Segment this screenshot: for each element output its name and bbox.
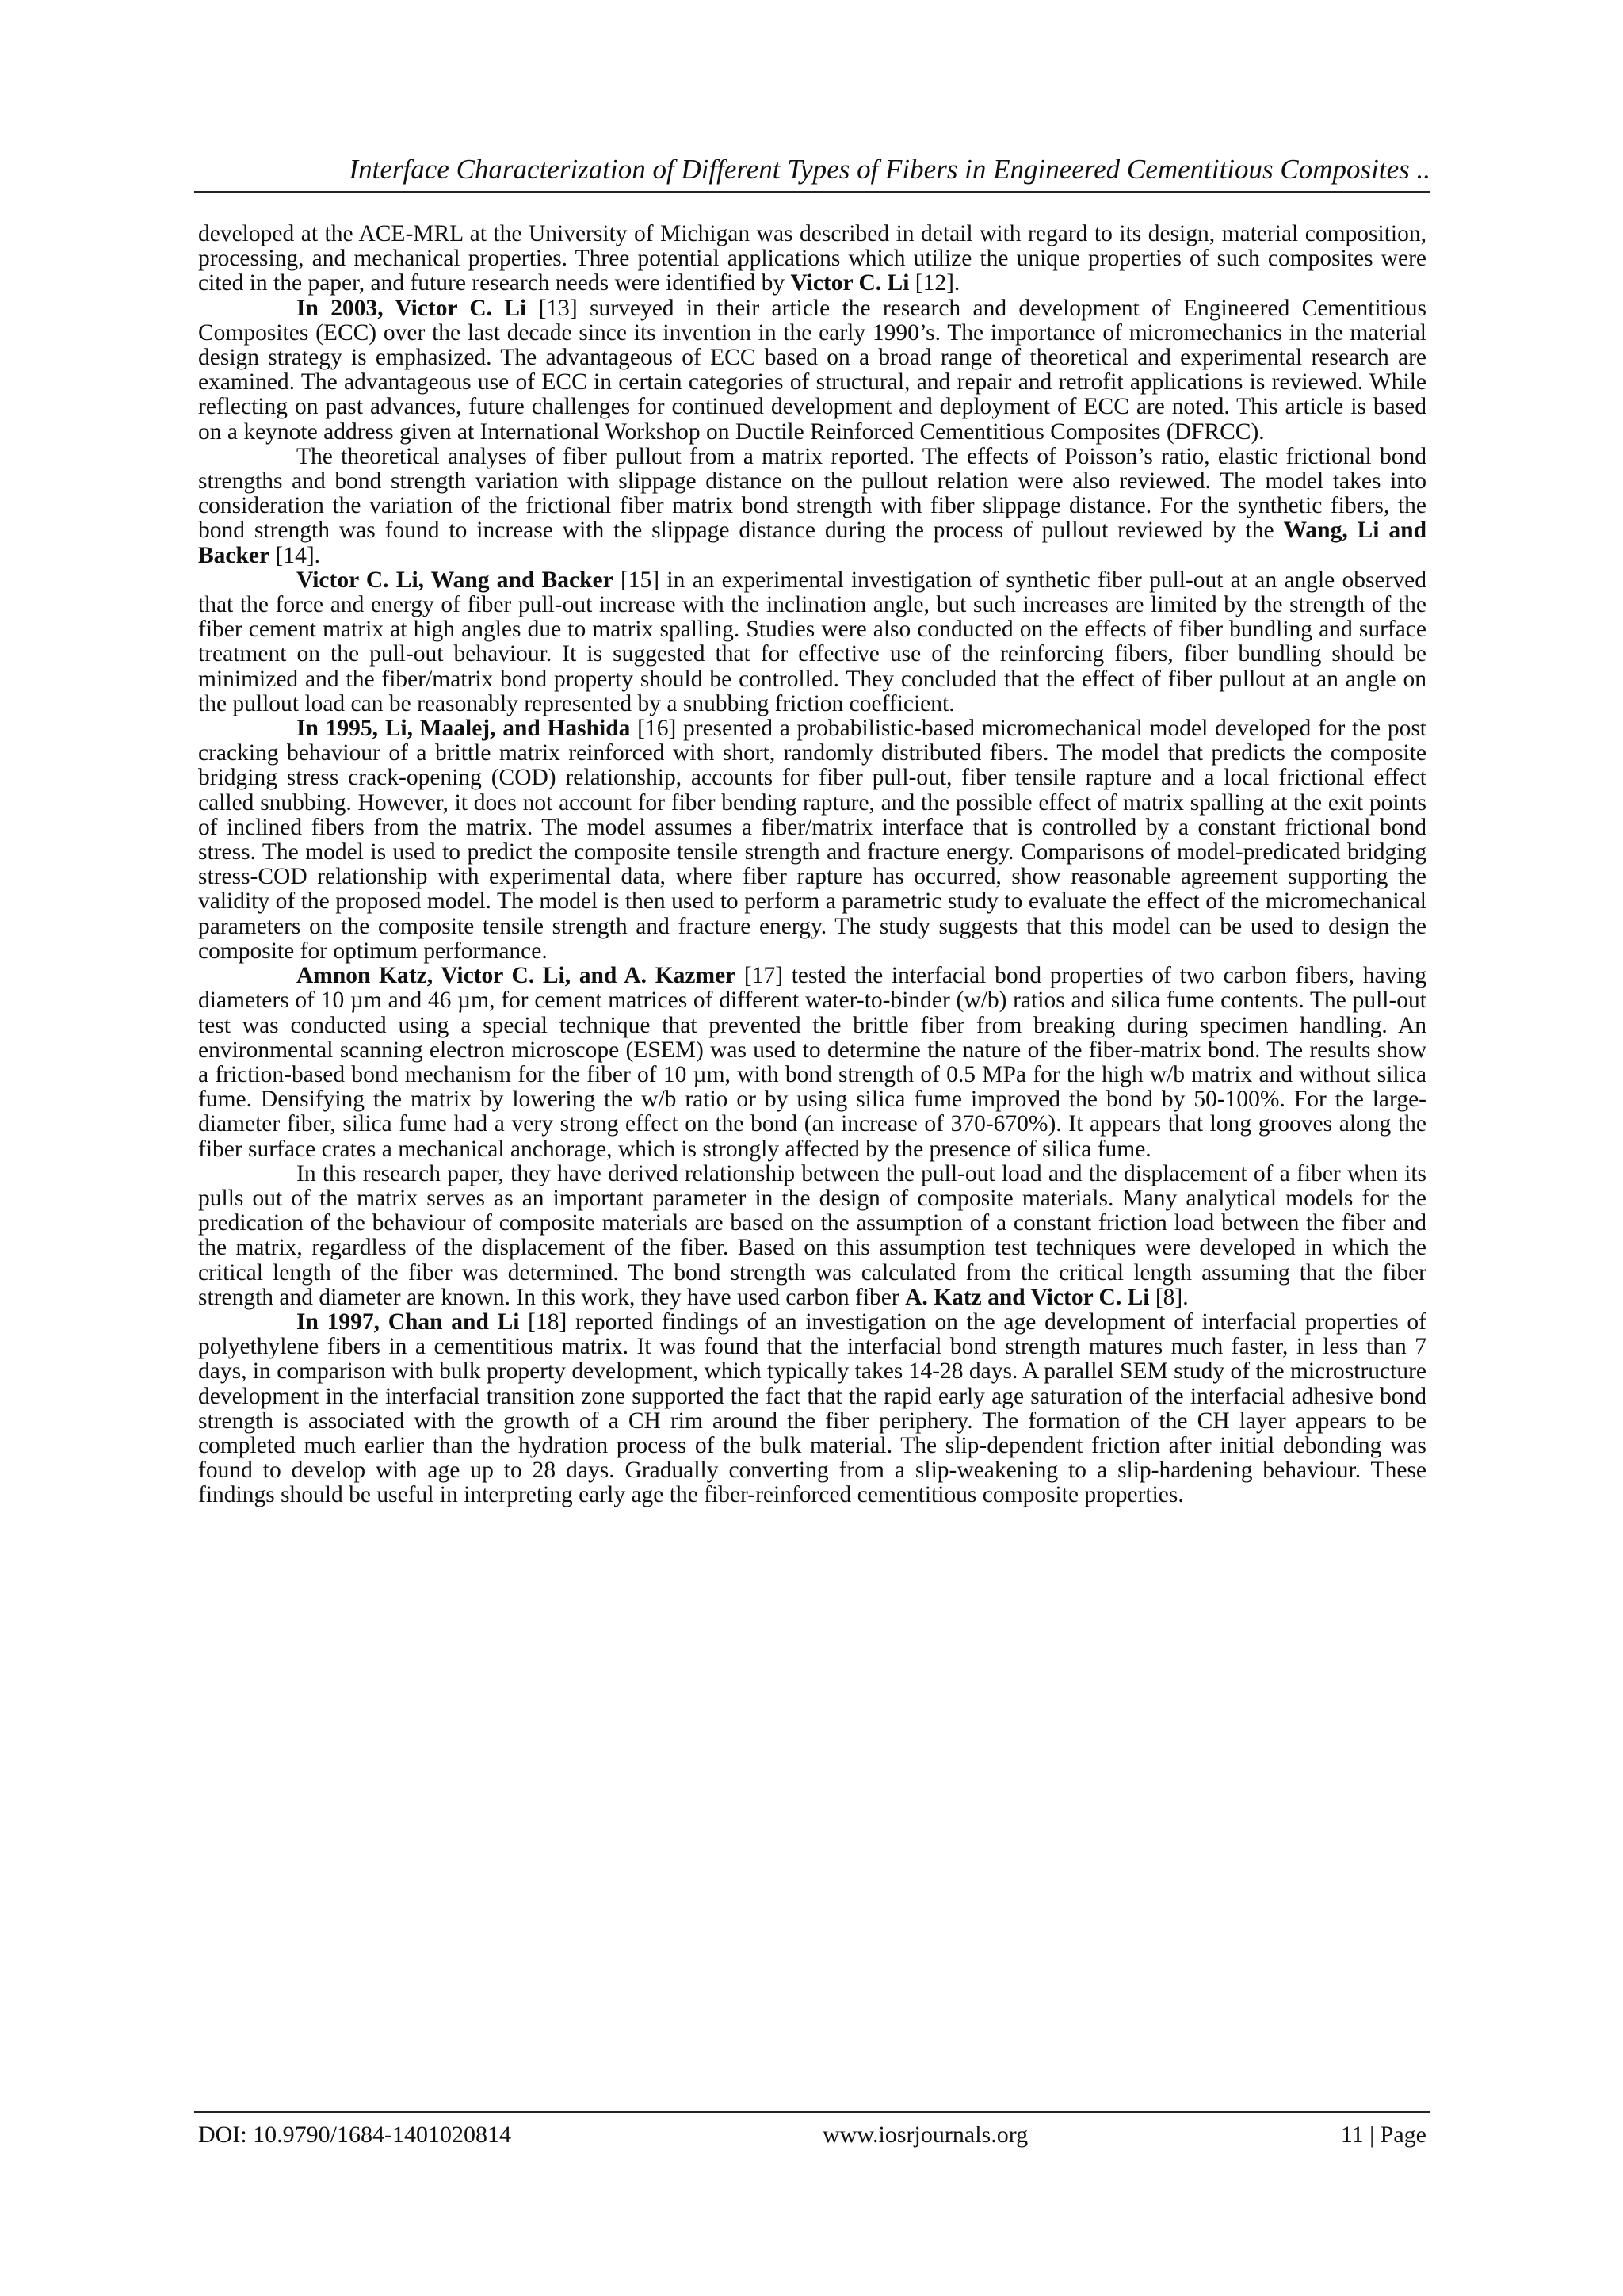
author-citation: In 1995, Li, Maalej, and Hashida	[296, 716, 631, 742]
reference-number: [8].	[1149, 1284, 1189, 1310]
running-head-title: Interface Characterization of Different Types of Fibers in Engineered Cementitious Composites ..	[349, 154, 1430, 185]
paragraph-8	[198, 1310, 1426, 1508]
footer-rule	[194, 2111, 1430, 2113]
paragraph-text: developed at the ACE-MRL at the University of Michigan was described in detail with regard to its design, material composition, processing, and mechanical properties. Three potential applications which utilize the unique properties of such composites were cited in the paper, and future research needs were identified by	[198, 221, 1426, 296]
author-citation: Amnon Katz, Victor C. Li, and A. Kazmer	[296, 963, 736, 989]
doi-label: DOI: 10.9790/1684-1401020814	[198, 2122, 511, 2148]
paragraph-text: The theoretical analyses of fiber pullout from a matrix reported. The effects of Poisson’s ratio, elastic frictional bond strengths and bond strength variation with slippage distance on the pullout relation were also reviewed. The model takes into consideration the variation of the frictional fiber matrix bond strength with fiber slippage distance. For the synthetic fibers, the bond strength was found to increase with the slippage distance during the process of pullout reviewed by the	[198, 443, 1426, 544]
reference-number: [14].	[269, 542, 321, 568]
reference-number: [12].	[909, 270, 960, 296]
author-citation: A. Katz and Victor C. Li	[905, 1284, 1150, 1310]
paragraph-3	[198, 445, 1426, 568]
article-body	[198, 222, 1426, 1508]
author-citation: Victor C. Li	[790, 270, 910, 296]
page-footer	[198, 2121, 1426, 2153]
paragraph-7	[198, 1162, 1426, 1310]
author-citation: Victor C. Li, Wang and Backer	[296, 567, 613, 593]
author-citation: In 1997, Chan and Li	[296, 1308, 520, 1335]
header-rule	[194, 191, 1430, 193]
paragraph-text: [16] presented a probabilistic-based micromechanical model developed for the post cracking behaviour of a brittle matrix reinforced with short, randomly distributed fibers. The model that predicts the composite bridging stress crack-opening (COD) relationship, accounts for fiber pull-out, fiber tensile rapture and a local frictional effect called snubbing. However, it does not account for fiber bending rapture, and the possible effect of matrix spalling at the exit points of inclined fibers from the matrix. The model assumes a fiber/matrix interface that is controlled by a constant frictional bond stress. The model is used to predict the composite tensile strength and fracture energy. Comparisons of model-predicated bridging stress-COD relationship with experimental data, where fiber rapture has occurred, show reasonable agreement supporting the validity of the proposed model. The model is then used to perform a parametric study to evaluate the effect of the micromechanical parameters on the composite tensile strength and fracture energy. The study suggests that this model can be used to design the composite for optimum performance.	[198, 716, 1426, 964]
paragraph-5	[198, 716, 1426, 964]
author-citation: Wang, Li and Backer	[198, 518, 1426, 568]
paragraph-1	[198, 222, 1426, 296]
paragraph-text: In this research paper, they have derived relationship between the pull-out load and the displacement of a fiber when its pulls out of the matrix serves as an important parameter in the design of composite materials. Many analytical models for the predication of the behaviour of composite materials are based on the assumption of a constant friction load between the fiber and the matrix, regardless of the displacement of the fiber. Based on this assumption test techniques were developed in which the critical length of the fiber was determined. The bond strength was calculated from the critical length assuming that the fiber strength and diameter are known. In this work, they have used carbon fiber	[198, 1160, 1426, 1310]
journal-website-link[interactable]: www.iosrjournals.org	[823, 2122, 1029, 2148]
paragraph-text: [18] reported findings of an investigation on the age development of interfacial properties of polyethylene fibers in a cementitious matrix. It was found that the interfacial bond strength matures much faster, in less than 7 days, in comparison with bulk property development, which typically takes 14-28 days. A parallel SEM study of the microstructure development in the interfacial transition zone supported the fact that the rapid early age saturation of the interfacial adhesive bond strength is associated with the growth of a CH rim around the fiber periphery. The formation of the CH layer appears to be completed much earlier than the hydration process of the bulk material. The slip-dependent friction after initial debonding was found to develop with age up to 28 days. Gradually converting from a slip-weakening to a slip-hardening behaviour. These findings should be useful in interpreting early age the fiber-reinforced cementitious composite properties.	[198, 1308, 1426, 1508]
paragraph-text: [15] in an experimental investigation of synthetic fiber pull-out at an angle observed that the force and energy of fiber pull-out increase with the inclination angle, but such increases are limited by the strength of the fiber cement matrix at high angles due to matrix spalling. Studies were also conducted on the effects of fiber bundling and surface treatment on the pull-out behaviour. It is suggested that for effective use of the reinforcing fibers, fiber bundling should be minimized and the fiber/matrix bond property should be controlled. They concluded that the effect of fiber pullout at an angle on the pullout load can be reasonably represented by a snubbing friction coefficient.	[198, 567, 1426, 716]
paragraph-2	[198, 296, 1426, 445]
paragraph-text: [17] tested the interfacial bond properties of two carbon fibers, having diameters of 10 µm and 46 µm, for cement matrices of different water-to-binder (w/b) ratios and silica fume contents. The pull-out test was conducted using a special technique that prevented the brittle fiber from breaking during specimen handling. An environmental scanning electron microscope (ESEM) was used to determine the nature of the fiber-matrix bond. The results show a friction-based bond mechanism for the fiber of 10 µm, with bond strength of 0.5 MPa for the high w/b matrix and without silica fume. Densifying the matrix by lowering the w/b ratio or by using silica fume improved the bond by 50-100%. For the large-diameter fiber, silica fume had a very strong effect on the bond (an increase of 370-670%). It appears that long grooves along the fiber surface crates a mechanical anchorage, which is strongly affected by the presence of silica fume.	[198, 963, 1426, 1162]
page-number: 11 | Page	[1340, 2122, 1426, 2148]
paragraph-text: [13] surveyed in their article the research and development of Engineered Cementitious Composites (ECC) over the last decade since its invention in the early 1990’s. The importance of micromechanics in the material design strategy is emphasized. The advantageous of ECC based on a broad range of theoretical and experimental research are examined. The advantageous use of ECC in certain categories of structural, and repair and retrofit applications is reviewed. While reflecting on past advances, future challenges for continued development and deployment of ECC are noted. This article is based on a keynote address given at International Workshop on Ductile Reinforced Cementitious Composites (DFRCC).	[198, 295, 1426, 445]
paragraph-6	[198, 964, 1426, 1162]
author-citation: In 2003, Victor C. Li	[296, 295, 527, 321]
paragraph-4	[198, 568, 1426, 716]
